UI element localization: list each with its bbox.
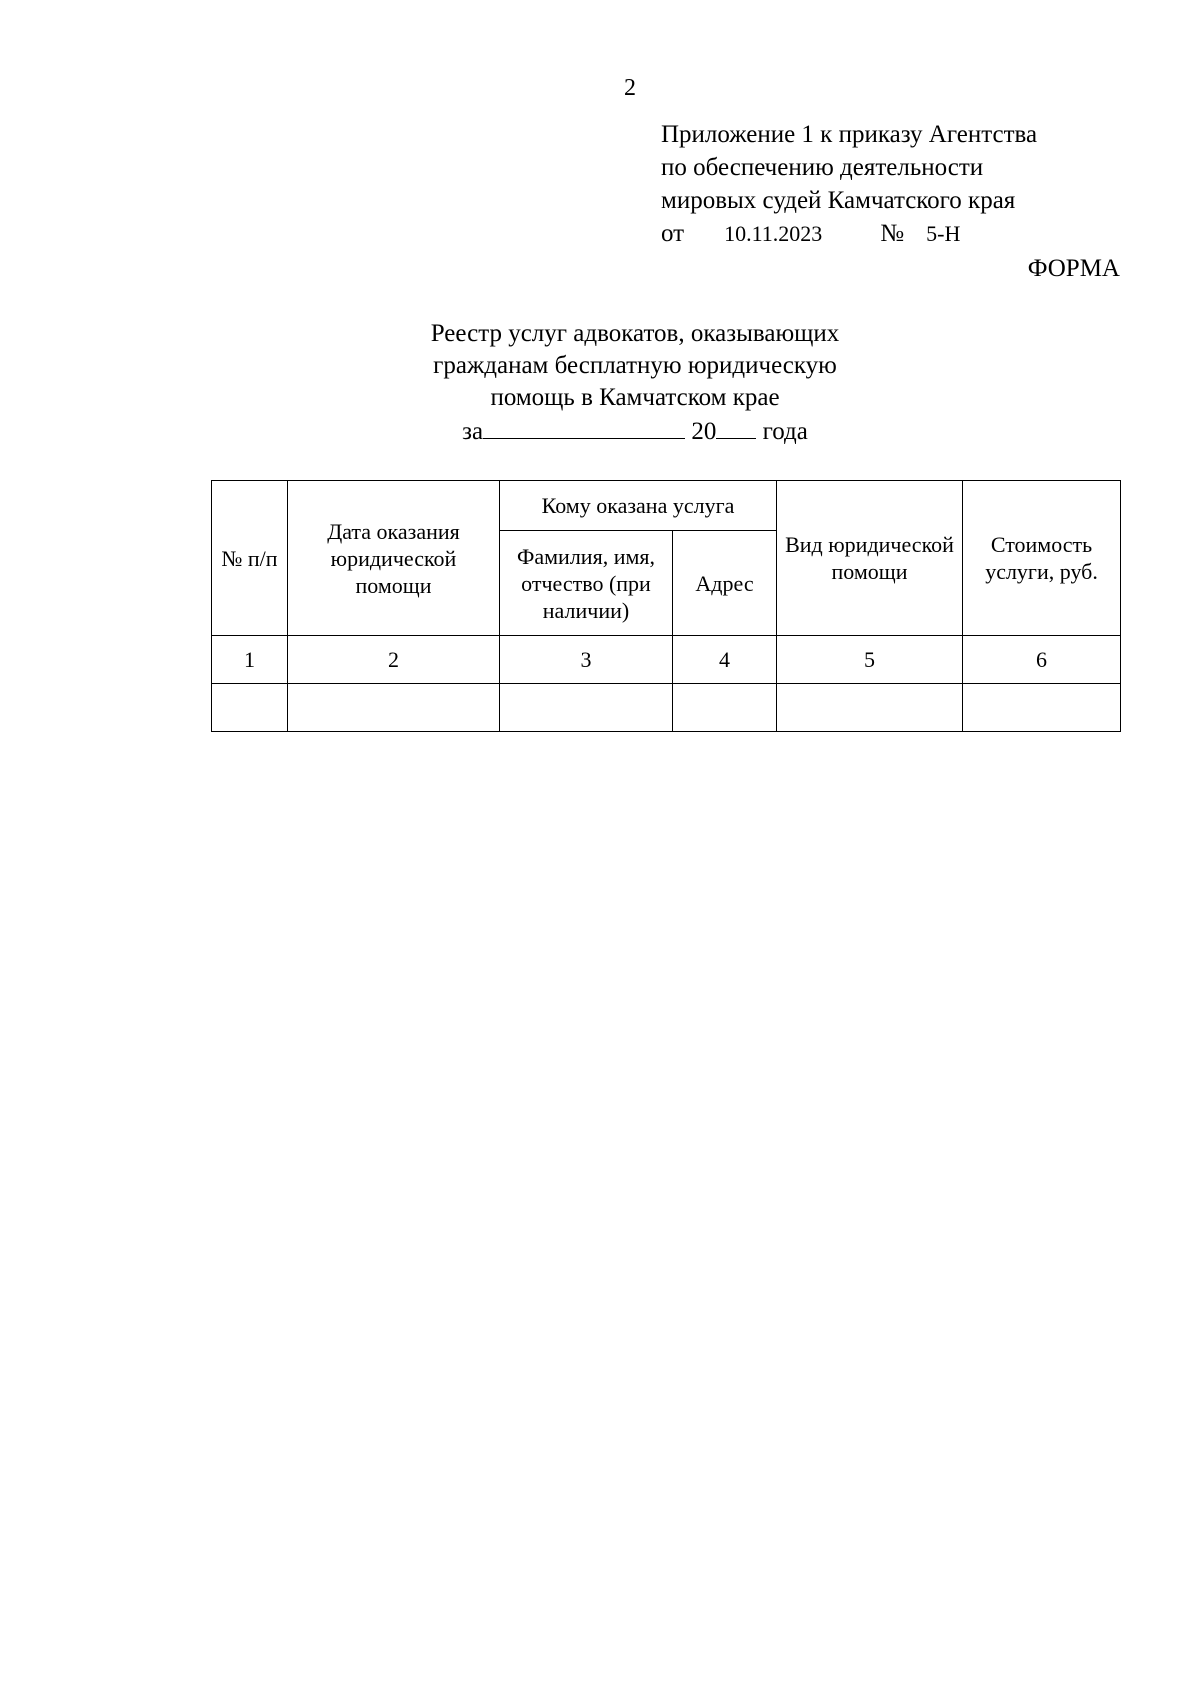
empty-cell[interactable] [673, 684, 777, 732]
header-cost: Стоимость услуги, руб. [963, 481, 1121, 636]
column-number: 1 [212, 636, 288, 684]
appendix-header [661, 118, 1037, 250]
appendix-line-2: по обеспечению деятельности [661, 154, 984, 181]
order-number: 5-Н [926, 221, 961, 246]
empty-cell[interactable] [212, 684, 288, 732]
header-recipient-group: Кому оказана услуга [500, 481, 777, 531]
title-line-2: гражданам бесплатную юридическую [433, 352, 837, 379]
empty-cell[interactable] [500, 684, 673, 732]
header-name: Фамилия, имя, отчество (при наличии) [500, 531, 673, 636]
column-number: 6 [963, 636, 1121, 684]
column-number: 5 [777, 636, 963, 684]
year-suffix: года [762, 418, 808, 445]
period-blank[interactable] [483, 414, 685, 439]
header-kind: Вид юридической помощи [777, 481, 963, 636]
table-row [212, 684, 1121, 732]
year-blank[interactable] [716, 414, 756, 439]
order-date: 10.11.2023 [724, 221, 823, 246]
empty-cell[interactable] [777, 684, 963, 732]
header-date: Дата оказания юридической помощи [288, 481, 500, 636]
period-line [335, 414, 935, 448]
column-number: 4 [673, 636, 777, 684]
number-sign: № [880, 220, 905, 247]
document-title [335, 318, 935, 448]
column-number: 2 [288, 636, 500, 684]
form-label: ФОРМА [1027, 255, 1120, 282]
year-prefix: 20 [691, 418, 717, 445]
order-date-number-line [661, 217, 1037, 250]
column-number: 3 [500, 636, 673, 684]
appendix-line-3: мировых судей Камчатского края [661, 187, 1016, 214]
empty-cell[interactable] [288, 684, 500, 732]
period-prefix: за [462, 418, 484, 445]
empty-cell[interactable] [963, 684, 1121, 732]
title-line-1: Реестр услуг адвокатов, оказывающих [430, 320, 840, 347]
table-header-row [212, 481, 1121, 531]
header-num: № п/п [212, 481, 288, 636]
appendix-line-1: Приложение 1 к приказу Агентства [661, 121, 1038, 148]
header-address: Адрес [673, 531, 777, 636]
page-number: 2 [624, 75, 636, 101]
column-number-row [212, 636, 1121, 684]
from-label: от [661, 220, 685, 247]
title-line-3: помощь в Камчатском крае [490, 384, 780, 411]
registry-table [211, 480, 1121, 732]
